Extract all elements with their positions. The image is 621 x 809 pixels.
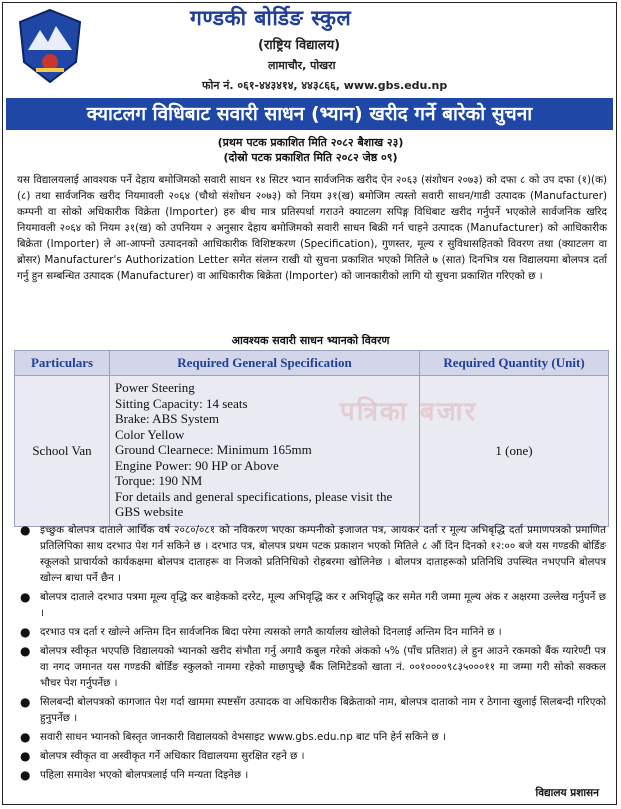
quantity-cell: 1 (one) — [420, 376, 609, 527]
spec-line: Ground Clearnece: Minimum 165mm — [115, 442, 312, 457]
letterhead — [0, 0, 621, 98]
school-contact: फोन नं. ०६१-४४३४१४, ४४३८६६, www.gbs.edu.np — [202, 79, 448, 92]
list-item-text: सिलबन्दी बोलपत्रको कागजात पेश गर्दा खाममा स्पष्टसँग उत्पादक वा अधिकारीक बिक्रेताको नाम, बोलपत्र दाताको नाम र ठेगाना खुलाई सिलबन्दी गरिएको हुनुपर्नेछ । — [40, 696, 606, 724]
school-address: लामाचौर, पोखरा — [268, 59, 336, 72]
spec-line: Color Yellow — [115, 426, 185, 442]
list-item — [14, 624, 606, 640]
list-item — [14, 522, 606, 586]
list-item — [14, 748, 606, 764]
table-title: आवश्यक सवारी साधन भ्यानको विवरण — [231, 334, 390, 347]
bullet-icon: ● — [20, 768, 31, 782]
vehicle-spec-table — [14, 350, 609, 527]
bullet-icon: ● — [20, 523, 31, 537]
list-item — [14, 729, 606, 745]
school-logo — [14, 6, 86, 86]
bullet-icon: ● — [20, 695, 31, 709]
bullet-icon: ● — [20, 644, 31, 658]
list-item-text: बोलपत्र स्वीकृत भएपछि विद्यालयको भ्यानको खरीद संभौता गर्नु अगावै कबुल गरेको अंकको ५% (पाँच प्रतिशत) ले हुन आउने रकमको बैंक ग्यारेण्टी पत्र वा नगद जमानत यस गण्डकी बोर्डिङ स्कुलको नाममा रहेको माछापुच्छ्रे बैंक लिमिटेडको खाता नं. ००१००००९८३५०००११ मा जम्मा गरी सोको सक्कल भौचर पेश गर्नुपर्नेछ । — [40, 645, 606, 689]
bullet-icon: ● — [20, 625, 31, 639]
list-item-text: सवारी साधन भ्यानको बिस्तृत जानकारी विद्यालयको वेभसाइट www.gbs.edu.np बाट पनि हेर्न सकिने छ । — [40, 731, 446, 743]
spec-line: Engine Power: 90 HP or Above — [115, 457, 279, 473]
spec-line: Sitting Capacity: 14 seats — [115, 395, 248, 411]
table-row — [15, 376, 609, 527]
bullet-icon: ● — [20, 730, 31, 744]
list-item-text: बोलपत्र दाताले दरभाउ पत्रमा मूल्य वृद्धि कर बाहेकको दररेट, मूल्य अभिवृद्धि कर र अभिवृद्धि कर समेत गरी जम्मा मूल्य अंक र अक्षरमा उल्लेख गर्नुपर्ने छ । — [40, 591, 606, 619]
list-item — [14, 767, 606, 783]
notice-title-banner: क्याटलग विधिबाट सवारी साधन (भ्यान) खरीद गर्ने बारेको सुचना — [6, 98, 613, 130]
terms-list — [14, 522, 606, 786]
watermark: पत्रिका बजार — [340, 397, 478, 427]
list-item-text: इच्छुक बोलपत्र दाताले आर्थिक वर्ष २०८०/०८१ को नविकरण भएका कम्पनीको इजाजत पत्र, आयकर दर्ता र मूल्य अभिबृद्धि दर्ता प्रमाणपत्रको प्रमाणित प्रतिलिपिका साथ दरभाउ पेश गर्न सकिने छ । दरभाउ पत्र, बोलपत्र प्रथम पटक प्रकाशन भएको मितिले ८ औं दिन दिनको १२:०० बजे यस गण्डकी बोर्डिङ स्कूलको प्राचार्यको कार्यकक्षमा बोलपत्र दाताहरू वा निजको प्रतिनिधिको रोहबरमा खोलिनेछ । बोलपत्र दाताहरूको प्रतिनिधि उपस्थित नभएपनि बोलपत्र खोल्न बाधा पर्ने छैन । — [40, 524, 606, 584]
table-header-row — [15, 351, 609, 376]
spec-line: Torque: 190 NM — [115, 473, 203, 488]
bullet-icon: ● — [20, 749, 31, 763]
particular-cell: School Van — [15, 376, 110, 527]
bullet-icon: ● — [20, 590, 31, 604]
header-particulars: Particulars — [15, 351, 110, 376]
first-publication-date: (प्रथम पटक प्रकाशित मिति २०८२ बैशाख २३) — [217, 136, 404, 149]
signature: विद्यालय प्रशासन — [535, 787, 599, 799]
second-publication-date: (दोस्रो पटक प्रकाशित मिति २०८२ जेष्ठ ०९) — [223, 151, 398, 164]
list-item-text: पहिला समावेश भएको बोलपत्रलाई पनि मन्यता दिइनेछ । — [40, 769, 249, 781]
spec-line: Brake: ABS System — [115, 411, 220, 426]
intro-paragraph: यस विद्यालयलाई आवश्यक पर्ने देहाय बमोजिमको सवारी साधन १४ सिटर भ्यान सार्वजनिक खरीद ऐन २०६३ (संशोधन २०७३) को दफा ८ को उप दफा (१)(क) (८) तथा सार्वजनिक खरीद नियमावली २०६४ (चौथो संशोधन २०७३) को नियम ३१(ख) बमोजिम त्यस्तो सवारी साधन/गाडी उत्पादक (Manufacturer) कम्पनी वा सोको अधिकारीक विक्रेता (Importer) हरु बीच मात्र प्रतिस्पर्धा गराउने क्याटलग सपिङ्ग विधिबाट खरीद गर्नुपर्ने भएकोले सार्वजनिक खरिद नियमावली २०६४ को नियम ३१(ख) को उपनियम २ अनुसार देहाय बमोजिमको सवारी साधन बिक्री गर्न चाहने उत्पादक (Manufacturer) को आधिकारीक बिक्रेता (Importer) ले आ-आफ्नो उत्पादनको आधिकारीक विशिष्टकरण (Specification), गुणस्तर, मूल्य र सुविधासहितको विवरण तथा (क्याटलग वा ब्रोसर) Manufacturer's Authorization Letter समेत संलग्न राखी यो सुचना प्रकाशित भएको मितिले ७ (सात) दिनभित्र यस विद्यालयमा बोलपत्र दर्ता गर्नु हुन सम्बन्धित उत्पादक (Manufacturer) वा आधिकारीक बिक्रेता (Importer) को जानकारीको लागि यो सुचना प्रकाशित गरिएको छ । — [17, 174, 607, 282]
publication-dates — [0, 135, 621, 165]
list-item — [14, 694, 606, 726]
list-item — [14, 643, 606, 691]
header-quantity: Required Quantity (Unit) — [420, 351, 609, 376]
school-name: गण्डकी बोर्डिङ स्कुल — [190, 6, 352, 30]
list-item — [14, 589, 606, 621]
specification-cell — [110, 376, 420, 527]
school-subtitle: (राष्ट्रिय विद्यालय) — [258, 38, 341, 53]
spec-line: For details and general specifications, please visit the GBS website — [115, 488, 393, 519]
spec-line: Power Steering — [115, 380, 195, 395]
header-specification: Required General Specification — [110, 351, 420, 376]
list-item-text: बोलपत्र स्वीकृत वा अस्वीकृत गर्ने अधिकार विद्यालयमा सुरक्षित रहने छ । — [40, 750, 305, 762]
list-item-text: दरभाउ पत्र दर्ता र खोल्ने अन्तिम दिन सार्वजनिक बिदा परेमा त्यसको लगतै कार्यालय खोलेको दिनलाई अन्तिम दिन मानिने छ । — [40, 626, 502, 638]
